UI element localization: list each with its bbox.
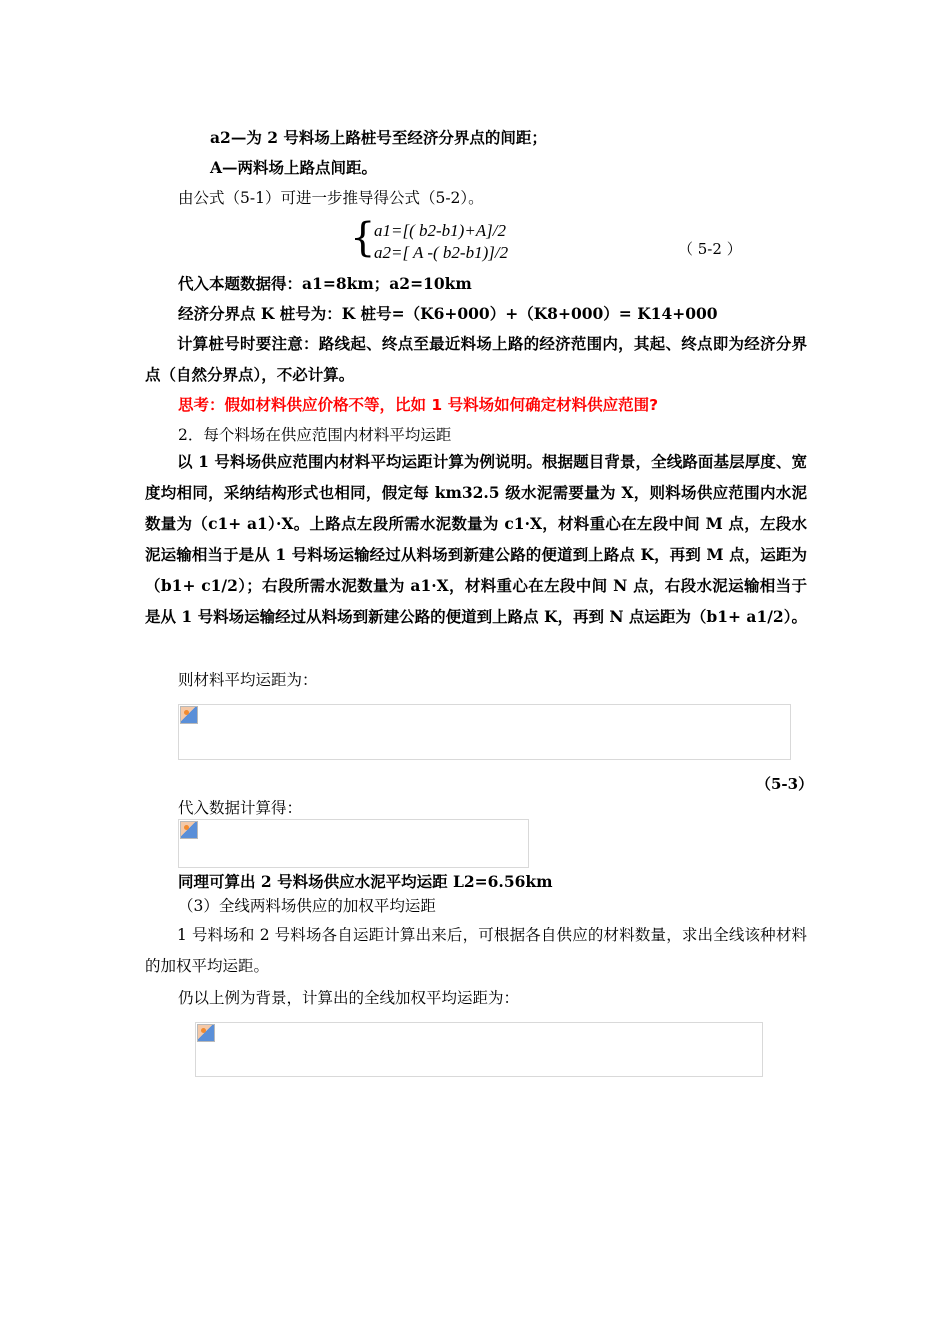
weighted-text: 1 号料场和 2 号料场各自运距计算出来后，可根据各自供应的材料数量，求出全线该种材料的加权平均运距。 xyxy=(145,926,807,975)
boundary-station: 经济分界点 K 桩号为：K 桩号=（K6+000）+（K8+000）= K14+000 xyxy=(178,304,718,323)
explanation-text: 以 1 号料场供应范围内材料平均运距计算为例说明。根据题目背景，全线路面基层厚度、宽度均相同，采纳结构形式也相同，假定每 km32.5 级水泥需要量为 X，则料场供应范围内水泥数量为（c1+ a1）·X。上路点左段所需水泥数量为 c1·X，材料重心在左段中间 M 点，左段水泥运输相当于是从 1 号料场运输经过从料场到新建公路的便道到上路点 K，再到 M 点，运距为（b1+ c1/2）；右段所需水泥数量为 a1·X，材料重心在左段中间 N 点，右段水泥运输相当于是从 1 号料场运输经过从料场到新建公路的便道到上路点 K，再到 N 点运距为（b1+ a1/2）。 xyxy=(145,452,807,626)
broken-image-icon xyxy=(197,1024,215,1042)
think-question: 思考：假如材料供应价格不等，比如 1 号料场如何确定材料供应范围? xyxy=(178,396,659,414)
section-3-heading: （3）全线两料场供应的加权平均运距 xyxy=(178,897,436,915)
formula-row-a2: a2=[ A -( b2-b1)]/2 xyxy=(374,243,509,262)
calculation-intro: 代入数据计算得： xyxy=(178,799,303,817)
weighted-formula-image xyxy=(195,1022,763,1077)
formula-number-5-3: （5-3） xyxy=(756,775,814,793)
substitute-values: 代入本题数据得：a1=8km；a2=10km xyxy=(178,274,472,293)
calculation-image xyxy=(178,819,529,868)
definition-a: A—两料场上路点间距。 xyxy=(210,158,378,177)
broken-image-icon xyxy=(180,821,198,839)
section-2-heading: 2．每个料场在供应范围内材料平均运距 xyxy=(178,426,452,444)
note-text: 计算桩号时要注意：路线起、终点至最近料场上路的经济范围内，其起、终点即为经济分界点（自然分界点），不必计算。 xyxy=(145,334,807,384)
average-distance-intro: 则材料平均运距为： xyxy=(178,671,318,689)
broken-image-icon xyxy=(180,706,198,724)
weighted-paragraph xyxy=(145,920,807,982)
weighted-intro: 仍以上例为背景，计算出的全线加权平均运距为： xyxy=(178,989,520,1007)
formula-intro: 由公式（5-1）可进一步推导得公式（5-2）。 xyxy=(178,189,484,207)
explanation-paragraph xyxy=(145,446,807,632)
note-paragraph xyxy=(145,328,807,390)
definition-a2: a2—为 2 号料场上路桩号至经济分界点的间距； xyxy=(210,128,547,147)
formula-image-5-3 xyxy=(178,704,791,760)
formula-brace: { xyxy=(350,215,376,261)
l2-result: 同理可算出 2 号料场供应水泥平均运距 L2=6.56km xyxy=(178,872,553,891)
formula-number-5-2: （ 5-2 ） xyxy=(678,240,742,258)
formula-row-a1: a1=[( b2-b1)+A]/2 xyxy=(374,221,507,240)
